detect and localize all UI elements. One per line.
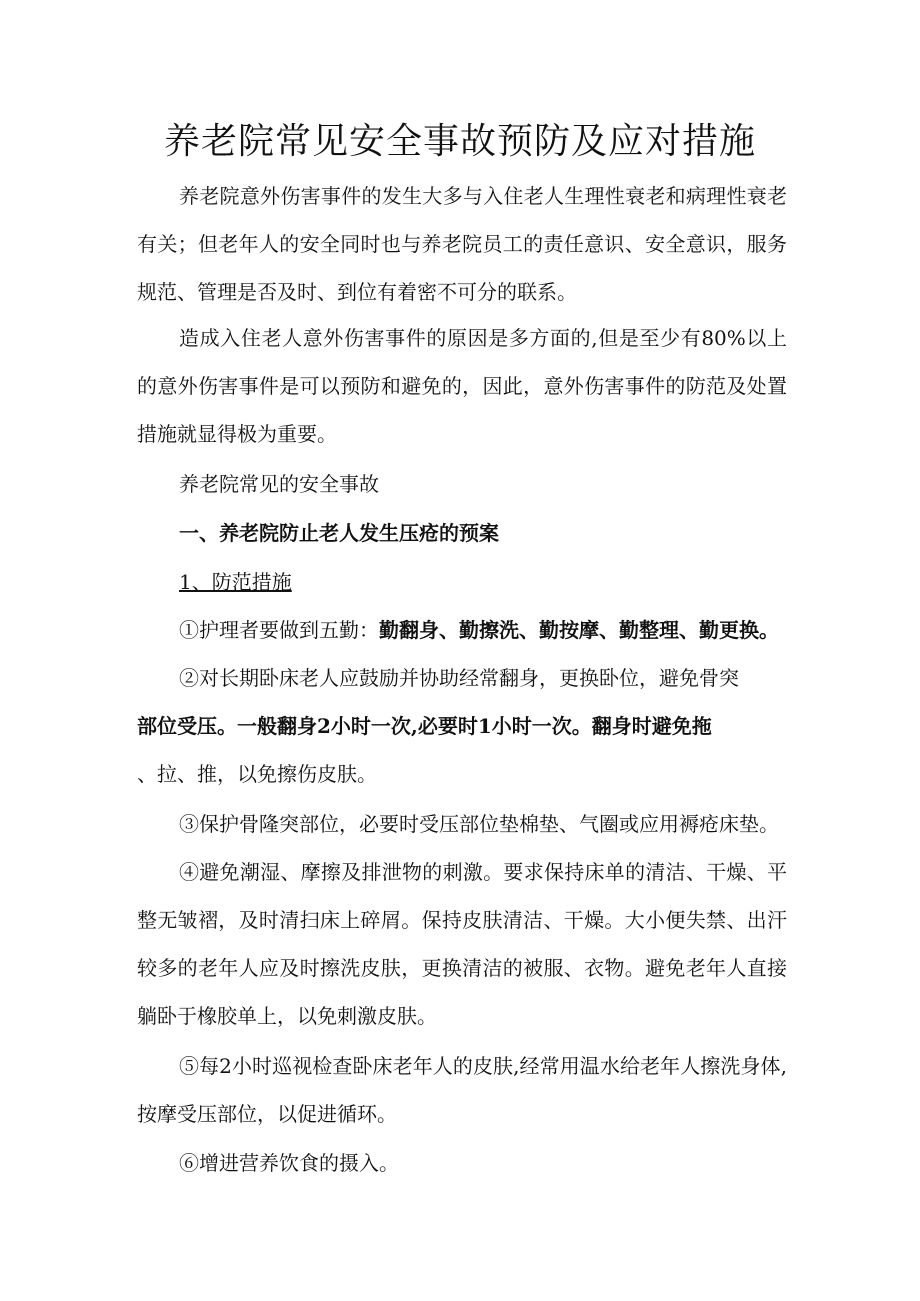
subheading-prevention (137, 558, 787, 606)
item-5: ⑤每2小时巡视检查卧床老年人的皮肤,经常用温水给老年人擦洗身体,按摩受压部位，以促进循环。 (137, 1054, 787, 1126)
document-title: 养老院常见安全事故预防及应对措施 (163, 121, 756, 162)
item-1-lead: ①护理者要做到五勤： (179, 618, 379, 642)
item-4: ④避免潮湿、摩擦及排泄物的刺激。要求保持床单的清洁、干燥、平整无皱褶，及时清扫床上碎屑。保持皮肤清洁、干燥。大小便失禁、出汗较多的老年人应及时擦洗皮肤，更换清洁的被服、衣物。避免老年人直接躺卧于橡胶单上，以免刺激皮肤。 (137, 860, 787, 1028)
heading-section-1: 一、养老院防止老人发生压疮的预案 (179, 521, 499, 545)
item-6: ⑥增进营养饮食的摄入。 (179, 1151, 399, 1175)
item-1-emphasis: 勤翻身、勤擦洗、勤按摩、勤整理、勤更换。 (379, 618, 779, 642)
item-2-line-3: 、拉、推，以免擦伤皮肤。 (137, 762, 377, 786)
intro-paragraph-1: 养老院意外伤害事件的发生大多与入住老人生理性衰老和病理性衰老有关；但老年人的安全同时也与养老院员工的责任意识、安全意识，服务规范、管理是否及时、到位有着密不可分的联系。 (137, 184, 787, 304)
item-2-line-1: ②对长期卧床老人应鼓励并协助经常翻身，更换卧位，避免骨突 (179, 666, 739, 690)
heading-common-accidents: 养老院常见的安全事故 (179, 472, 379, 496)
subheading-prevention-text: 1、防范措施 (179, 570, 292, 594)
item-2-line-2: 部位受压。一般翻身2小时一次,必要时1小时一次。翻身时避免拖 (137, 714, 712, 738)
intro-paragraph-2: 造成入住老人意外伤害事件的原因是多方面的,但是至少有80%以上的意外伤害事件是可以预防和避免的，因此，意外伤害事件的防范及处置措施就显得极为重要。 (137, 326, 787, 446)
item-1 (137, 606, 787, 654)
item-3: ③保护骨隆突部位，必要时受压部位垫棉垫、气圈或应用褥疮床垫。 (179, 812, 779, 836)
item-2 (137, 654, 787, 798)
